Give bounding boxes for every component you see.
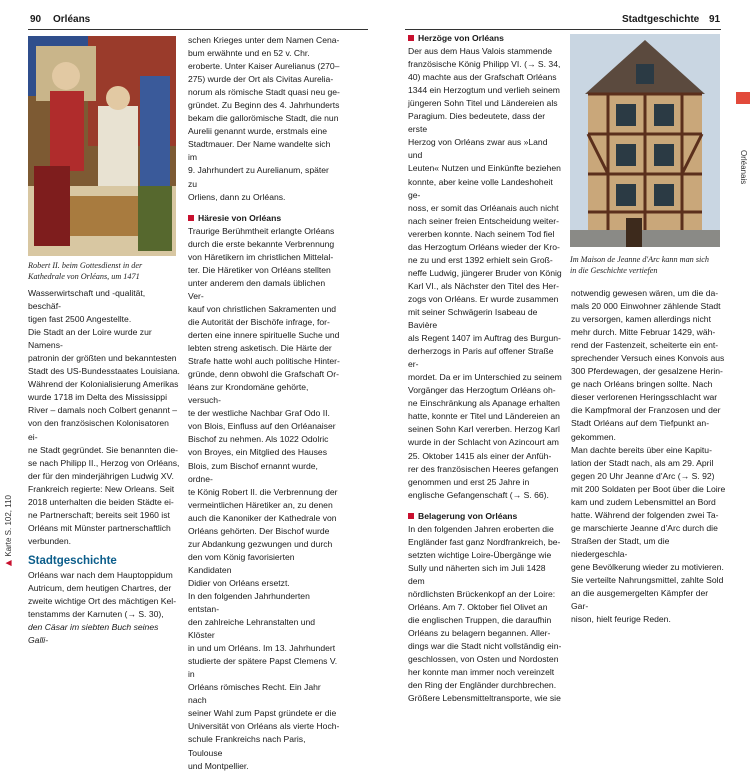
subsection-siege: Belagerung von Orléans — [408, 510, 564, 523]
illustration-caption: Robert II. beim Gottesdienst in der Kathedrale von Orléans, um 1471 — [28, 261, 143, 281]
chapter-label: Orléanais — [739, 150, 748, 185]
running-head: Orléans — [53, 14, 91, 25]
manuscript-illustration — [28, 36, 176, 256]
section-heading: Stadtgeschichte — [28, 554, 117, 567]
chapter-tab — [736, 92, 750, 104]
page-number: 90 — [30, 14, 42, 25]
right-column-2: notwendig gewesen wären, um die da- mals 20 000 Einwohner zählende Stadt zu versorgen, kamen allerdings nicht mehr durch. Mitte Februar 1429, wäh- rend der Fastenzeit, scheiterte ein ent- sprechender Versuch eines Konvois aus 300 Pferdewagen, der gesalzene Herin- ge nach Orléans bringen sollte. Nach dieser verlorenen Heringsschlacht war die Kampfmoral der Franzosen und der Stadt Orléans auf dem Tiefpunkt an- gekommen. Man dachte bereits über eine Kapitu- lation der Stadt nach, als am 29. April gegen 20 Uhr Jeanne d'Arc (→ S. 92) mit 200 Soldaten per Boot über die Loire kam und zudem Lebensmittel an Bord hatte. Während der folgenden zwei Ta- ge marschierte Jeanne d'Arc durch die Straßen der Stadt, um die niedergeschla- gene Bevölkerung wieder zu motivieren. Sie verteilte Nahrungsmittel, zahlte Sold an die ausgemergelten Kämpfer der Gar- nison, hielt feurige Reden. — [571, 288, 726, 625]
subsection-dukes: Herzöge von Orléans — [408, 32, 564, 45]
red-square-icon — [408, 35, 414, 41]
timber-house-photo — [570, 34, 720, 247]
photo-caption: Im Maison de Jeanne d'Arc kann man sich in die Geschichte vertiefen — [570, 255, 710, 275]
red-square-icon — [408, 513, 414, 519]
left-column-1: Wasserwirtschaft und -qualität, beschäf- tigen fast 2500 Angestellte. Die Stadt an der Loire wurde zur Namens- patronin der größten und bekanntesten Stadt des US-Bundesstaates Louisiana. Während der Kolonialisierung Amerikas wurde 1718 im Delta des Mississippi River – damals noch Colbert genannt – von den französischen Kolonisatoren ei- ne Stadt gegründet. Sie benannten die- se nach Philipp II., Herzog von Orléans, der für den minderjährigen Ludwig XV. Frankreich regierte: New Orleans. Seit 2018 unterhalten die beiden Städte ei- ne Partnerschaft; bereits seit 1960 ist Orléans mit Münster partnerschaftlich verbunden. Stadtgeschichte Orléans war nach dem Hauptoppidum Autricum, dem heutigen Chartres, der zweite wichtige Ort des mächtigen Kel- tenstamms der Karnuten (→ S. 30), den Cäsar im siebten Buch seines Galli- — [28, 288, 180, 646]
header-rule — [405, 29, 721, 30]
page-number: 91 — [709, 14, 721, 25]
header-rule — [28, 29, 368, 30]
right-column-1: Herzöge von Orléans Der aus dem Haus Valois stammende französische König Philipp VI. (→ S. 34, 40) machte aus der Grafschaft Orléans 1344 ein Herzogtum und verlieh seinem jüngeren Sohn Titel und Ländereien als Paragium. Dies bedeutete, dass der erste Herzog von Orléans zwar aus »Land und Leuten« Nutzen und Einkünfte beziehen konnte, aber keine volle Landeshoheit ge- noss, er somit das Orléanais auch nicht nach seiner freien Entscheidung weiter- vererben konnte. Nach seinem Tod fiel das Herzogtum Orléans wieder der Kro- ne zu und erst 1392 erhielt sein Groß- neffe Ludwig, jüngerer Bruder von König Karl VI., als Nächster den Titel des Her- zogs von Orléans. Er wurde zusammen mit seiner Schwägerin Isabeau de Bavière als Regent 1407 im Auftrag des Burgun- derherzogs in Paris auf offener Straße er- mordet. Da er im Unterschied zu seinem Vorgänger das Herzogtum Orléans oh- ne Einschränkung als Apanage erhalten hatte, konnte er Titel und Ländereien an seinen Sohn Karl vererben. Herzog Karl wurde in der Schlacht von Azincourt am 25. Oktober 1415 als einer der Anfüh- rer des französischen Heeres gefangen genommen und erst 25 Jahre in englische Gefangenschaft (→ S. 66). Belagerung von Orléans In den folgenden Jahren eroberten die Engländer fast ganz Nordfrankreich, be- setzten wichtige Loire-Übergänge wie Sully und näherten sich im Juli 1428 dem nördlichsten Brückenkopf an der Loire: Orléans. Am 7. Oktober fiel Olivet an die englischen Truppen, die daraufhin Orléans zu belagern begannen. Aller- dings war die Stadt nicht vollständig ein- geschlossen, von Osten und Nordosten her konnte man immer noch vereinzelt den Ring der Engländer durchbrechen. Größere Lebensmitteltransporte, wie sie — [408, 32, 564, 705]
left-page — [0, 0, 375, 771]
map-reference: ▶ Karte S. 102, 110 — [4, 495, 13, 568]
left-column-2: schen Krieges unter dem Namen Cena- bum erwähnte und en 52 v. Chr. eroberte. Unter Kaiser Aurelianus (270– 275) wurde der Ort als Civitas Aurelia- norum als römische Stadt quasi neu ge- gründet. Zu Beginn des 4. Jahrhunderts bekam die gallorömische Stadt, die nun Aurelii genannt wurde, erstmals eine Stadtmauer. Der Name wandelte sich im 9. Jahrhundert zu Aurelianum, später zu Orliens, dann zu Orléans. Häresie von Orléans Traurige Berühmtheit erlangte Orléans durch die erste bekannte Verbrennung von Häretikern im christlichen Mittelal- ter. Die Häretiker von Orléans stellten unter anderem den damals üblichen Ver- kauf von christlichen Sakramenten und die Autorität der Bischöfe infrage, for- derten eine innere spirituelle Suche und lebten streng asketisch. Die Härte der Strafe hatte wohl auch politische Hinter- gründe, denn obwohl die Grafschaft Or- léans zur Krondomäne gehörte, versuch- te der westliche Nachbar Graf Odo II. von Blois, Einfluss auf den Orléanaiser Bischof zu nehmen. Als 1022 Odolric von Broyes, ein Mitglied des Hauses Blois, zum Bischof ernannt wurde, ordne- te König Robert II. die Verbrennung der vermeintlichen Häretiker an, zu denen auch die Kanoniker der Kathedrale von Orléans gehörten. Der Bischof wurde zur Abdankung gezwungen und durch den vom König favorisierten Kandidaten Didier von Orléans ersetzt. In den folgenden Jahrhunderten entstan- den zahlreiche Lehranstalten und Klöster in und um Orléans. Im 13. Jahrhundert studierte der spätere Papst Clemens V. in Orléans römisches Recht. Ein Jahr nach seiner Wahl zum Papst gründete er die Universität von Orléans als vierte Hoch- schule Frankreichs nach Paris, Toulouse und Montpellier. — [188, 35, 340, 771]
subsection-heresy: Häresie von Orléans — [188, 212, 340, 225]
running-head: Stadtgeschichte — [622, 14, 700, 25]
right-page — [375, 0, 750, 704]
red-square-icon — [188, 215, 194, 221]
